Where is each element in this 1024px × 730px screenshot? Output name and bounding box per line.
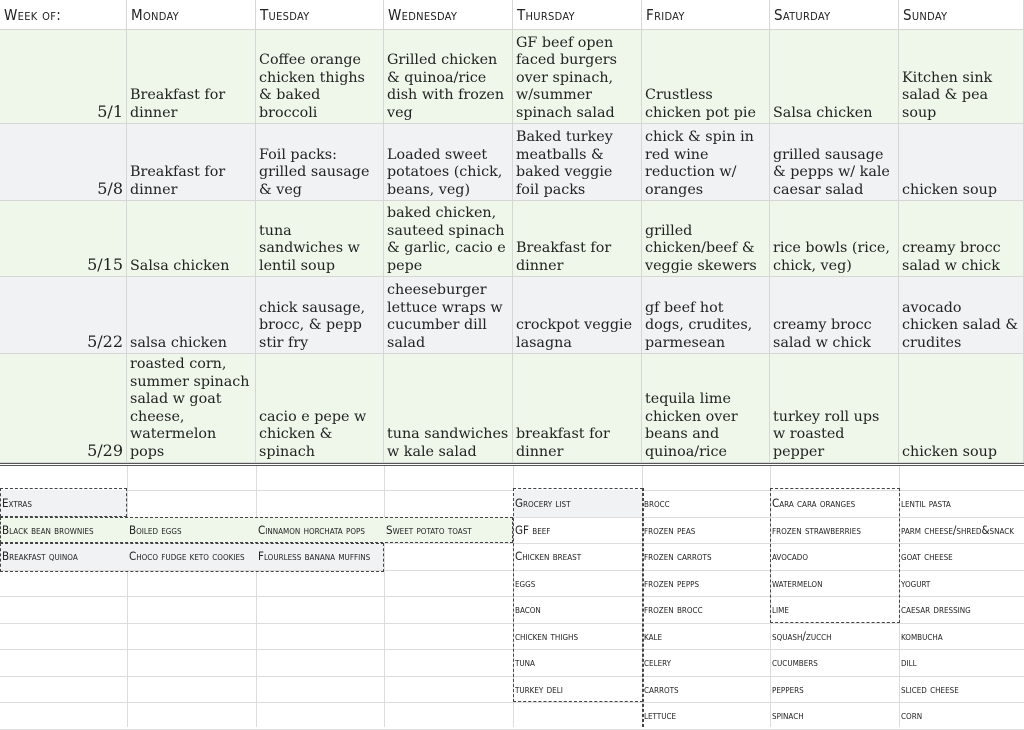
meal-cell[interactable] (770, 201, 899, 277)
meal-text: salsa chicken (130, 334, 227, 351)
meal-text: Grilled chicken & quinoa/rice dish with frozen veg (387, 52, 505, 121)
week-label[interactable]: 5/15 (0, 201, 127, 277)
grocery-item[interactable]: sliced cheese (901, 681, 959, 696)
grocery-item[interactable]: frozen strawberries (772, 522, 861, 537)
meal-text: tuna sandwiches w kale salad (387, 426, 509, 460)
grocery-item[interactable]: carrots (644, 681, 679, 696)
meal-text: grilled chicken/beef & veggie skewers (645, 222, 757, 274)
meal-text: grilled sausage & pepps w/ kale caesar salad (773, 146, 890, 198)
grocery-item[interactable]: eggs (515, 575, 536, 590)
grocery-item[interactable]: dill (901, 655, 917, 670)
extras-item[interactable]: Breakfast quinoa (0, 543, 127, 570)
meal-text: cheeseburger lettuce wraps w cucumber dill salad (387, 282, 503, 351)
meal-cell[interactable] (770, 277, 899, 354)
meal-cell[interactable] (899, 277, 1024, 354)
meal-text: cacio e pepe w chicken & spinach (259, 408, 367, 460)
meal-text: tuna sandwiches w lentil soup (259, 222, 360, 274)
extras-item[interactable]: Black bean brownies (0, 517, 127, 544)
meal-text: rice bowls (rice, chick, veg) (773, 240, 890, 274)
header-tuesday[interactable]: Tuesday (256, 0, 384, 30)
meal-text: Salsa chicken (130, 257, 230, 274)
meal-text: GF beef open faced burgers over spinach, w/summer spinach salad (516, 34, 617, 121)
grocery-item[interactable]: bacon (515, 602, 541, 617)
meal-cell[interactable] (256, 354, 384, 463)
meal-cell[interactable] (127, 201, 256, 277)
meal-text: chicken soup (902, 181, 997, 198)
grocery-item[interactable]: kale (644, 628, 663, 643)
extras-item[interactable]: Sweet potato toast (384, 517, 513, 544)
meal-text: Kitchen sink salad & pea soup (902, 69, 993, 121)
grocery-item[interactable]: Cara cara oranges (772, 496, 856, 511)
meal-cell[interactable] (384, 277, 513, 354)
meal-cell[interactable] (127, 277, 256, 354)
week-label[interactable]: 5/22 (0, 277, 127, 354)
grocery-item[interactable]: lime (772, 602, 789, 617)
meal-cell[interactable] (642, 277, 770, 354)
section-divider (0, 463, 1024, 466)
grocery-item[interactable]: corn (901, 708, 923, 723)
meal-text: Loaded sweet potatoes (chick, beans, veg) (387, 146, 503, 198)
meal-cell[interactable] (384, 124, 513, 201)
meal-text: avocado chicken salad & crudites (902, 299, 1019, 351)
meal-text: chick sausage, brocc, & pepp stir fry (259, 299, 366, 351)
meal-cell[interactable] (256, 277, 384, 354)
grid-line (127, 466, 128, 727)
meal-cell[interactable] (770, 30, 899, 124)
meal-text: Foil packs: grilled sausage & veg (259, 146, 370, 198)
meal-cell[interactable] (513, 201, 642, 277)
meal-text: creamy brocc salad w chick (773, 317, 872, 351)
week-label[interactable]: 5/8 (0, 124, 127, 201)
grocery-item[interactable]: brocc (644, 496, 670, 511)
grid-line (0, 729, 1024, 730)
week-label[interactable]: 5/1 (0, 30, 127, 124)
header-sunday[interactable]: Sunday (899, 0, 1024, 30)
grocery-item[interactable]: squash/zucch (772, 628, 832, 643)
grocery-title[interactable]: Grocery list (513, 490, 642, 517)
header-week-of[interactable]: Week of: (0, 0, 127, 30)
grocery-item[interactable]: GF beef (515, 522, 551, 537)
meal-cell[interactable] (127, 30, 256, 124)
meal-text: Breakfast for dinner (516, 240, 612, 274)
meal-text: Coffee orange chicken thighs & baked broccoli (259, 52, 365, 121)
meal-cell[interactable] (642, 124, 770, 201)
meal-text: crockpot veggie lasagna (516, 317, 633, 351)
grocery-item[interactable]: frozen pepps (644, 575, 700, 590)
meal-text: Crustless chicken pot pie (645, 87, 756, 121)
meal-cell[interactable] (899, 201, 1024, 277)
meal-cell[interactable] (127, 124, 256, 201)
meal-cell[interactable] (513, 277, 642, 354)
grocery-item[interactable]: celery (644, 655, 672, 670)
grocery-item[interactable]: kombucha (901, 628, 943, 643)
meal-cell[interactable] (770, 354, 899, 463)
meal-text: Baked turkey meatballs & baked veggie foil packs (516, 129, 613, 198)
meal-cell[interactable] (384, 30, 513, 124)
grocery-item[interactable]: turkey deli (515, 681, 563, 696)
extras-item[interactable]: Flourless banana muffins (256, 543, 384, 570)
grocery-item[interactable]: lettuce (644, 708, 677, 723)
grocery-item[interactable]: peppers (772, 681, 804, 696)
extras-item[interactable]: Boiled eggs (127, 517, 256, 544)
grocery-item[interactable]: caesar dressing (901, 602, 971, 617)
meal-text: tequila lime chicken over beans and quinoa/rice (645, 391, 738, 460)
grocery-item[interactable]: watermelon (772, 575, 823, 590)
meal-cell[interactable] (642, 30, 770, 124)
grocery-item[interactable]: frozen peas (644, 522, 696, 537)
header-monday[interactable]: Monday (127, 0, 256, 30)
extras-item[interactable]: Cinnamon horchata pops (256, 517, 384, 544)
meal-cell[interactable] (513, 124, 642, 201)
meal-cell[interactable] (899, 124, 1024, 201)
header-thursday[interactable]: Thursday (513, 0, 642, 30)
meal-cell[interactable] (256, 124, 384, 201)
grid-line (256, 466, 257, 727)
grocery-item[interactable]: tuna (515, 655, 535, 670)
header-wednesday[interactable]: Wednesday (384, 0, 513, 30)
grocery-item[interactable]: frozen carrots (644, 549, 712, 564)
grocery-item[interactable]: frozen brocc (644, 602, 703, 617)
grocery-item[interactable]: lentil pasta (901, 496, 951, 511)
grocery-item[interactable]: Chicken breast (515, 549, 582, 564)
meal-text: Salsa chicken (773, 104, 873, 121)
extras-item[interactable]: Choco fudge keto cookies (127, 543, 256, 570)
meal-text: roasted corn, summer spinach salad w goat cheese, watermelon pops (130, 356, 250, 460)
meal-cell[interactable] (384, 201, 513, 277)
meal-cell[interactable] (513, 354, 642, 463)
meal-text: chick & spin in red wine reduction w/ oranges (645, 129, 754, 198)
meal-cell[interactable] (899, 30, 1024, 124)
meal-cell[interactable] (127, 354, 256, 463)
header-saturday[interactable]: Saturday (770, 0, 899, 30)
meal-text: creamy brocc salad w chick (902, 240, 1001, 274)
meal-text: Breakfast for dinner (130, 164, 226, 198)
week-label[interactable]: 5/29 (0, 354, 127, 463)
grocery-item[interactable]: cucumbers (772, 655, 818, 670)
meal-cell[interactable] (256, 30, 384, 124)
grocery-item[interactable]: yogurt (901, 575, 931, 590)
meal-text: turkey roll ups w roasted pepper (773, 408, 880, 460)
meal-cell[interactable] (770, 124, 899, 201)
meal-cell[interactable] (256, 201, 384, 277)
meal-text: chicken soup (902, 443, 997, 460)
grocery-item[interactable]: chicken thighs (515, 628, 579, 643)
meal-cell[interactable] (384, 354, 513, 463)
meal-text: breakfast for dinner (516, 426, 610, 460)
meal-text: Breakfast for dinner (130, 87, 226, 121)
grocery-item[interactable]: parm cheese/shred&snack (901, 522, 1015, 537)
header-friday[interactable]: Friday (642, 0, 770, 30)
grocery-item[interactable]: spinach (772, 708, 804, 723)
meal-cell[interactable] (642, 354, 770, 463)
meal-cell[interactable] (513, 30, 642, 124)
meal-text: baked chicken, sauteed spinach & garlic, cacio e pepe (387, 205, 506, 274)
meal-text: gf beef hot dogs, crudites, parmesean (645, 299, 753, 351)
grid-line (384, 466, 385, 727)
grocery-item[interactable]: avocado (772, 549, 809, 564)
meal-cell[interactable] (642, 201, 770, 277)
extras-title[interactable]: Extras (0, 490, 127, 517)
meal-cell[interactable] (899, 354, 1024, 463)
grocery-item[interactable]: goat cheese (901, 549, 953, 564)
